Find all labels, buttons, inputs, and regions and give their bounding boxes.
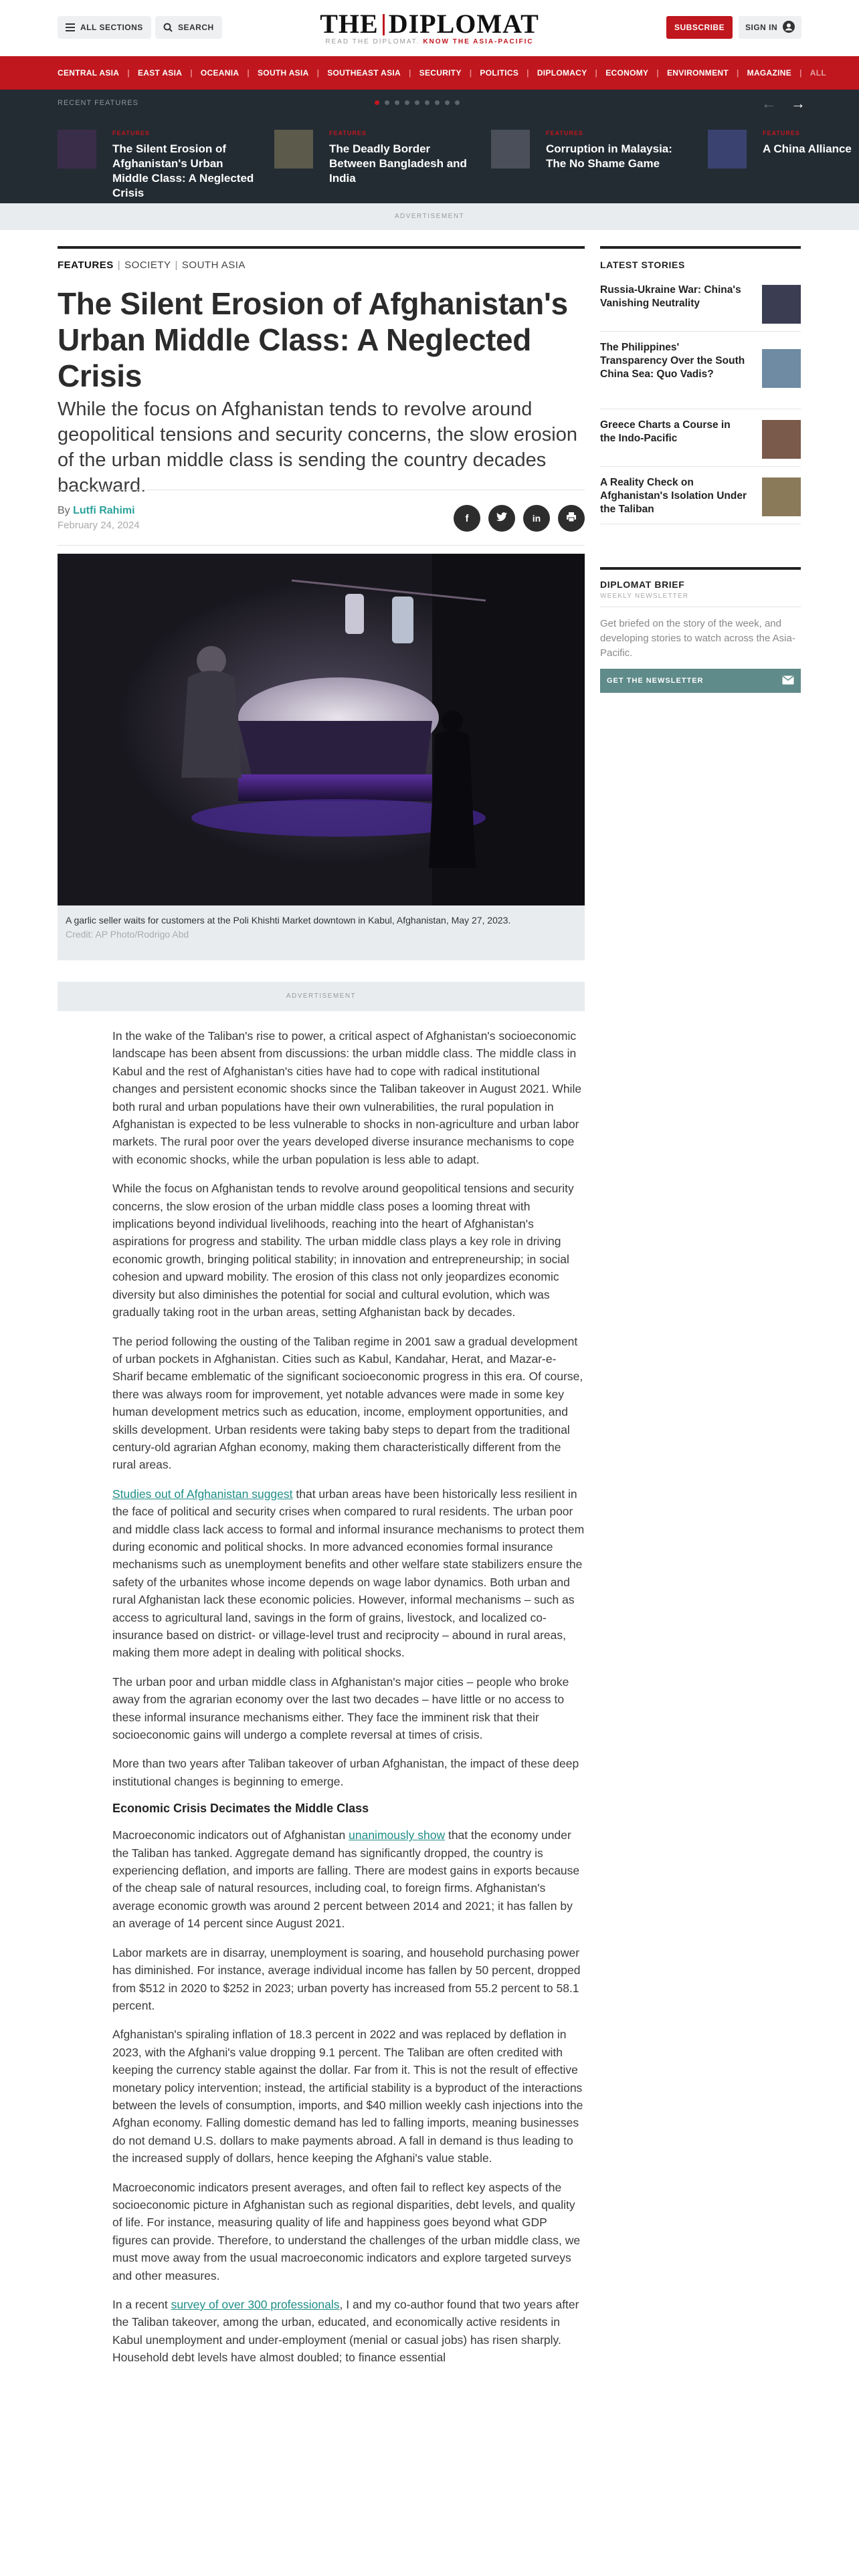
arrow-right-icon[interactable]: → xyxy=(791,95,805,112)
carousel-dot[interactable] xyxy=(455,100,460,105)
latest-story-title: A Reality Check on Afghanistan's Isolation Under the Taliban xyxy=(600,477,747,515)
nav-item[interactable]: POLITICS | xyxy=(480,68,529,78)
recent-feature-category: FEATURES xyxy=(763,130,800,136)
newsletter-button[interactable] xyxy=(600,669,801,693)
recent-feature-thumbnail xyxy=(274,130,313,169)
search-label: SEARCH xyxy=(178,23,214,32)
latest-story-item[interactable] xyxy=(600,274,801,332)
carousel-arrows xyxy=(761,95,805,112)
recent-feature-card[interactable] xyxy=(274,130,475,194)
site-header xyxy=(0,0,859,56)
nav-item[interactable]: OCEANIA | xyxy=(200,68,250,78)
tagline xyxy=(0,38,859,45)
tag-society[interactable]: SOCIETY xyxy=(124,259,171,271)
latest-story-item[interactable] xyxy=(600,467,801,524)
survey-link[interactable]: survey of over 300 professionals xyxy=(171,2298,340,2311)
latest-story-thumbnail xyxy=(762,420,801,459)
share-buttons xyxy=(454,505,585,532)
logo-word-diplomat: DIPLOMAT xyxy=(388,9,539,39)
nav-item[interactable]: MAGAZINE | xyxy=(747,68,802,78)
by-label: By xyxy=(58,505,70,516)
carousel-dot[interactable] xyxy=(425,100,430,105)
nav-item-label: ENVIRONMENT xyxy=(667,68,729,78)
byline xyxy=(58,490,585,546)
nav-item[interactable] xyxy=(810,68,826,78)
latest-story-thumbnail xyxy=(762,477,801,516)
print-icon xyxy=(566,512,577,525)
paragraph: Labor markets are in disarray, unemployment is soaring, and household purchasing power has diminished. For instance, average individual income has fallen by 50 percent, dropped from $512 in 2020 to $252 in 2023; urban poverty has increased from 55.2 percent to 58.1 percent. xyxy=(112,1945,581,2012)
carousel-dot[interactable] xyxy=(375,100,379,105)
brief-title: DIPLOMAT BRIEF xyxy=(600,579,685,590)
paragraph: More than two years after Taliban takeover of urban Afghanistan, the impact of these deep institutional changes is beginning to emerge. xyxy=(112,1757,579,1788)
recent-feature-title: Corruption in Malaysia: The No Shame Game xyxy=(546,142,672,170)
latest-stories-heading: LATEST STORIES xyxy=(600,246,801,270)
tagline-know: KNOW THE ASIA-PACIFIC xyxy=(423,38,534,45)
nav-item-label: CENTRAL ASIA xyxy=(58,68,120,78)
nav-item[interactable]: SECURITY | xyxy=(419,68,472,78)
all-sections-label: ALL SECTIONS xyxy=(80,23,143,32)
unanimously-show-link[interactable]: unanimously show xyxy=(349,1828,446,1842)
nav-item[interactable]: SOUTHEAST ASIA | xyxy=(327,68,411,78)
latest-story-item[interactable] xyxy=(600,332,801,409)
tagline-read: READ THE DIPLOMAT. xyxy=(325,38,420,45)
carousel-dots xyxy=(375,100,460,105)
print-button[interactable] xyxy=(558,505,585,532)
logo-word-the: THE xyxy=(320,9,379,39)
paragraph: While the focus on Afghanistan tends to revolve around geopolitical tensions and security concerns, the slow erosion of the urban middle class poses a looming threat with implications beyond individual livelihoods, reaching into the heart of Afghanistan's aspirations for progress and stability. The urban middle class plays a key role in driving economic growth, bringing political stability; in innovation and entrepreneurship; in social cohesion and upward mobility. The erosion of this class not only jeopardizes economic diversity but also diminishes the potential for social and cultural evolution, which was gradually taking root in the urban areas, setting Afghanistan back by decades. xyxy=(112,1182,574,1319)
nav-item[interactable]: ENVIRONMENT | xyxy=(667,68,739,78)
caption-text: A garlic seller waits for customers at the Poli Khishti Market downtown in Kabul, Afghanistan, May 27, 2023. xyxy=(66,915,511,926)
carousel-dot[interactable] xyxy=(385,100,389,105)
paragraph-text: , I and my co-author found that two years after the Taliban takeover, among the urban, educated, and economically active residents in Kabul unemployment and under-employment (menial or casual jobs) has risen sharply. Household debt levels have almost doubled; to finance essential xyxy=(112,2298,579,2365)
advertisement-inline: ADVERTISEMENT xyxy=(58,982,585,1011)
nav-item-label: DIPLOMACY xyxy=(537,68,587,78)
nav-item-label: POLITICS xyxy=(480,68,519,78)
tag-features[interactable]: FEATURES xyxy=(58,259,114,271)
paragraph: In the wake of the Taliban's rise to power, a critical aspect of Afghanistan's socioeconomic landscape has been absent from discussions: the urban middle class. The middle class in Kabul and the rest of Afghanistan's cities have had to cope with radical institutional changes and persistent economic shocks since the Taliban takeover in August 2021. While both rural and urban populations have their own vulnerabilities, the rural population in Afghanistan is expected to be less vulnerable to shocks in non-agriculture and urban labor markets. The rural poor over the years developed diverse insurance mechanisms to cope with economic shocks, while the urban population is less able to adapt. xyxy=(112,1029,582,1166)
mail-icon xyxy=(782,675,794,687)
arrow-left-icon[interactable]: ← xyxy=(761,95,776,112)
paragraph xyxy=(112,1485,585,1662)
nav-item-label: ALL xyxy=(809,68,826,78)
recent-features-label: RECENT FEATURES xyxy=(58,99,138,107)
carousel-dot[interactable] xyxy=(405,100,409,105)
recent-feature-card[interactable] xyxy=(491,130,692,194)
latest-story-thumbnail xyxy=(762,349,801,388)
twitter-share-button[interactable] xyxy=(488,505,515,532)
twitter-icon xyxy=(496,512,507,524)
carousel-dot[interactable] xyxy=(395,100,399,105)
newsletter-button-label: GET THE NEWSLETTER xyxy=(607,677,704,685)
latest-story-thumbnail xyxy=(762,285,801,324)
recent-feature-card[interactable] xyxy=(708,130,859,194)
latest-stories-list xyxy=(600,274,801,524)
recent-feature-category: FEATURES xyxy=(112,130,150,136)
nav-list xyxy=(58,56,826,90)
paragraph xyxy=(112,2296,585,2367)
author-line xyxy=(58,505,135,517)
article xyxy=(58,246,585,2365)
paragraph: Afghanistan's spiraling inflation of 18.3 percent in 2022 and was replaced by deflation in 2023, with the Afghani's value dropping 9.1 percent. The Taliban are often credited with keeping the currency stable against the dollar. Far from it. This is not the result of effective monetary policy intervention; instead, the artificial stability is a byproduct of the interactions between the levels of consumption, imports, and $40 million weekly cash injections into the Afghan economy. Falling domestic demand has led to falling imports, meaning businesses do not demand U.S. dollars to make payments abroad. A fall in demand is thus leading to the increased supply of dollars, hence keeping the Afghani's value stable. xyxy=(112,2028,583,2165)
facebook-icon: f xyxy=(465,512,469,524)
nav-item-label: OCEANIA xyxy=(200,68,240,78)
nav-item[interactable]: ECONOMY | xyxy=(605,68,659,78)
nav-item-label: SECURITY xyxy=(419,68,462,78)
article-body xyxy=(112,1027,585,2378)
advertisement-top: ADVERTISEMENT xyxy=(0,203,859,230)
article-hero-image xyxy=(58,554,585,905)
nav-item-label: MAGAZINE xyxy=(747,68,792,78)
carousel-dot[interactable] xyxy=(445,100,450,105)
nav-item-label: SOUTHEAST ASIA xyxy=(327,68,401,78)
nav-item[interactable]: CENTRAL ASIA | xyxy=(58,68,130,78)
carousel-dot[interactable] xyxy=(435,100,440,105)
nav-item[interactable]: DIPLOMACY | xyxy=(537,68,598,78)
user-icon xyxy=(783,21,795,35)
paragraph xyxy=(112,1826,585,1932)
nav-item-label: EAST ASIA xyxy=(137,68,183,78)
image-credit: Credit: AP Photo/Rodrigo Abd xyxy=(66,929,189,940)
linkedin-icon: in xyxy=(532,513,541,524)
article-tags: FEATURES | SOCIETY | SOUTH ASIA xyxy=(58,246,585,271)
studies-link[interactable]: Studies out of Afghanistan suggest xyxy=(112,1487,293,1501)
paragraph-text: that the economy under the Taliban has tanked. Aggregate demand has significantly dropped, the country is experiencing deflation, and imports are falling. There are modest gains in exports because of the cheap sale of natural resources, including coal, to foreign firms. Afghanistan's average economic growth was around 2 percent between 2014 and 2021; it has fallen by an average of 14 percent since August 2021. xyxy=(112,1828,580,1931)
recent-feature-category: FEATURES xyxy=(546,130,583,136)
recent-feature-title: A China Alliance xyxy=(763,142,852,155)
recent-feature-title: The Silent Erosion of Afghanistan's Urban Middle Class: A Neglected Crisis xyxy=(112,142,254,199)
recent-features xyxy=(0,90,859,203)
nav-item[interactable]: EAST ASIA | xyxy=(137,68,193,78)
latest-story-item[interactable] xyxy=(600,409,801,467)
paragraph: The period following the ousting of the Taliban regime in 2001 saw a gradual development of urban pockets in Afghanistan. Cities such as Kabul, Kandahar, Herat, and Mazar-e-Sharif became emblematic of the significant socioeconomic progress in this era. Of course, there was always room for improvement, yet notable advances were made in some key human development metrics such as education, income, employment opportunities, and skills development. Urban residents were taking baby steps to depart from the traditional century-old agrarian Afghan economy, making them characteristically different from the rural areas. xyxy=(112,1334,583,1472)
recent-feature-title: The Deadly Border Between Bangladesh and India xyxy=(329,142,467,185)
facebook-share-button[interactable] xyxy=(454,505,480,532)
sidebar xyxy=(600,246,801,685)
diplomat-brief xyxy=(600,567,801,693)
section-heading: Economic Crisis Decimates the Middle Class xyxy=(112,1802,369,1816)
main-nav xyxy=(0,56,859,90)
recent-feature-thumbnail xyxy=(58,130,96,169)
latest-story-title: Greece Charts a Course in the Indo-Pacific xyxy=(600,419,731,444)
nav-item[interactable]: SOUTH ASIA | xyxy=(258,68,320,78)
paragraph-text: that urban areas have been historically less resilient in the face of political and security crises when compared to rural residents. The urban poor and middle class lack access to formal and informal insurance mechanisms to protect them during economic and political shocks. In more advanced economies formal insurance mechanisms such as unemployment benefits and other welfare state stabilizers ensure the safety of the urbanites whose income depends on wage labor dynamics. Both urban and rural Afghanistan lack these economic policies. However, informal mechanisms – such as access to agricultural land, savings in the form of grains, livestock, and localized co-insurance based on district- or village-level trust and reciprocity – abound in rural areas, making them more adept in dealing with political shocks. xyxy=(112,1487,585,1660)
paragraph-text: In a recent xyxy=(112,2298,171,2311)
linkedin-share-button[interactable] xyxy=(523,505,550,532)
sign-in-button[interactable] xyxy=(739,16,801,39)
recent-feature-thumbnail xyxy=(491,130,530,169)
article-deck: While the focus on Afghanistan tends to revolve around geopolitical tensions and security concerns, the slow erosion of the urban middle class is sending the country decades backward. xyxy=(58,399,577,496)
subscribe-button[interactable]: SUBSCRIBE xyxy=(666,16,733,39)
carousel-dot[interactable] xyxy=(415,100,419,105)
nav-item-label: SOUTH ASIA xyxy=(258,68,309,78)
paragraph: The urban poor and urban middle class in Afghanistan's major cities – people who broke away from the agrarian economy over the last two decades – have little or no access to these informal insurance mechanisms either. They face the imminent risk that their socioeconomic gains will undergo a complete reversal at times of crisis. xyxy=(112,1675,569,1742)
paragraph: Macroeconomic indicators present averages, and often fail to reflect key aspects of the socioeconomic picture in Afghanistan such as regional disparities, debt levels, and quality of life. For instance, measuring quality of life and happiness goes beyond what GDP figures can provide. Therefore, to understand the challenges of the urban middle class, we must move away from the usual macroeconomic indicators and explore targeted surveys and other measures. xyxy=(112,2180,581,2282)
publish-date: February 24, 2024 xyxy=(58,520,140,531)
author-link[interactable]: Lutfi Rahimi xyxy=(73,505,135,516)
brief-subtitle: WEEKLY NEWSLETTER xyxy=(600,593,689,600)
recent-feature-category: FEATURES xyxy=(329,130,367,136)
paragraph-text: Macroeconomic indicators out of Afghanistan xyxy=(112,1828,349,1842)
sign-in-label: SIGN IN xyxy=(745,23,778,32)
latest-story-title: Russia-Ukraine War: China's Vanishing Neutrality xyxy=(600,284,741,309)
image-caption xyxy=(58,905,585,960)
nav-item-label: ECONOMY xyxy=(605,68,649,78)
page-title: The Silent Erosion of Afghanistan's Urban Middle Class: A Neglected Crisis xyxy=(58,286,568,393)
recent-feature-thumbnail xyxy=(708,130,747,169)
brief-description: Get briefed on the story of the week, and developing stories to watch across the Asia-Pacific. xyxy=(600,607,801,661)
latest-story-title: The Philippines' Transparency Over the South China Sea: Quo Vadis? xyxy=(600,342,745,380)
recent-feature-card[interactable] xyxy=(58,130,258,199)
tag-south-asia[interactable]: SOUTH ASIA xyxy=(181,259,246,271)
